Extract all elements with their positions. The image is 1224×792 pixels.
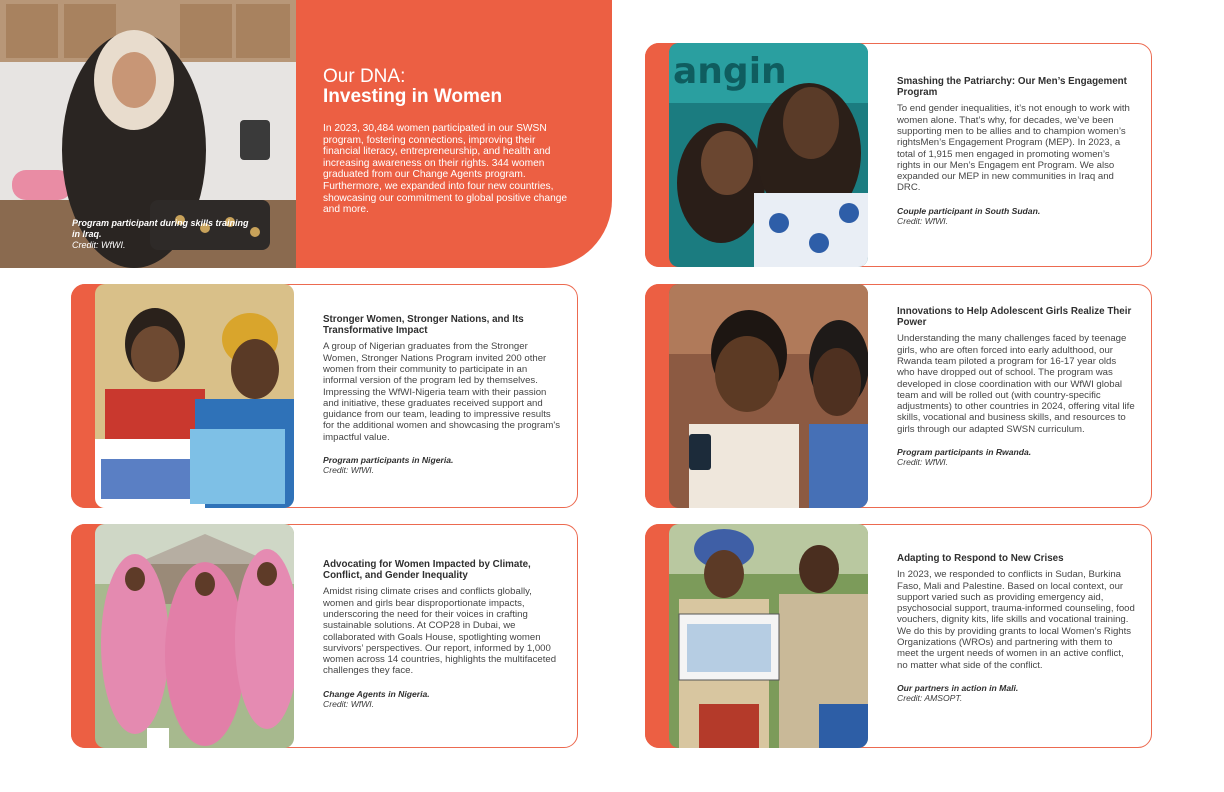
card-caption-text: Change Agents in Nigeria. xyxy=(323,688,430,699)
hero-photo-caption xyxy=(72,218,252,250)
card-caption-text: Our partners in action in Mali. xyxy=(897,682,1019,693)
card-mens-engagement xyxy=(645,43,1152,267)
card-photo xyxy=(669,43,868,267)
card-text xyxy=(323,314,561,476)
card-stronger-women xyxy=(71,284,578,508)
card-body: In 2023, we responded to conflicts in Sudan, Burkina Faso, Mali and Palestine. Based on local context, our support varied such as providing emergency aid, psychosocial support, trauma-informed counseling, food vouchers, dignity kits, life skills and vocational training. We do this by providing grants to local Women’s Rights Organizations (WROs) and partnering with them to meet the urgent needs of women in an active conflict, no matter what side of the conflict. xyxy=(897,569,1135,671)
card-caption xyxy=(897,683,1135,704)
card-caption xyxy=(323,455,561,476)
card-photo xyxy=(95,524,294,748)
card-body: A group of Nigerian graduates from the Stronger Women, Stronger Nations Program invited 200 other women from their community to participate in an informal version of the program led by themselves. Impressing the WfWI-Nigeria team with their passion and initiative, these graduates received support and guidance from our team, leading to impressive results for the additional women and showcasing the program's impactful value. xyxy=(323,341,561,443)
card-caption-text: Couple participant in South Sudan. xyxy=(897,205,1041,216)
card-climate-advocacy xyxy=(71,524,578,748)
card-photo xyxy=(95,284,294,508)
svg-text:angin: angin xyxy=(673,51,787,92)
card-photo xyxy=(669,284,868,508)
card-adolescent-girls xyxy=(645,284,1152,508)
hero-title-line2: Investing in Women xyxy=(323,86,503,107)
card-caption-credit: Credit: WfWI. xyxy=(897,216,949,227)
card-text xyxy=(897,306,1135,468)
card-photo xyxy=(669,524,868,748)
card-caption xyxy=(897,206,1135,227)
card-text xyxy=(323,559,561,710)
card-body: Amidst rising climate crises and conflicts globally, women and girls bear disproportionate impacts, underscoring the need for their voices in crafting sustainable solutions. At COP28 in Dubai, we collaborated with Goals House, spotlighting women survivors’ perspectives. Our report, informed by 1,000 women across 14 countries, highlights the multifaceted challenges they face. xyxy=(323,586,557,677)
card-body: To end gender inequalities, it’s not enough to work with women alone. That’s why, for decades, we’ve been supporting men to be allies and to champion women’s rightsMen’s Engagement Program (MEP). In 2023, a total of 1,915 men engaged in promoting women’s rights in our Men’s Engagem ent Program. We also expanded our MEP in new communities in Iraq and DRC. xyxy=(897,103,1130,194)
card-caption-credit: Credit: WfWI. xyxy=(323,465,375,476)
card-title: Adapting to Respond to New Crises xyxy=(897,553,1064,564)
card-body: Understanding the many challenges faced by teenage girls, who are often forced into early adulthood, our Rwanda team piloted a program for 16-17 year olds who have dropped out of school. The program was developed in close coordination with our WfWI global team and will be rolled out (with country-specific adjustments) to other countries in 2024, offering vital life skills, vocational and business skills, and resources to girls through our adapted SWSN curriculum. xyxy=(897,333,1135,435)
card-text xyxy=(897,553,1135,704)
card-title: Innovations to Help Adolescent Girls Realize Their Power xyxy=(897,306,1132,329)
card-caption-credit: Credit: AMSOPT. xyxy=(897,693,963,704)
hero-body-text: In 2023, 30,484 women participated in our SWSN program, fostering connections, improving their financial literacy, entrepreneurship, and health and increasing awareness on their rights. 344 women graduated from our Change Agents program. Furthermore, we expanded into four new countries, showcasing our commitment to global positive change and more. xyxy=(323,123,568,216)
card-title: Stronger Women, Stronger Nations, and Its Transformative Impact xyxy=(323,314,524,337)
card-new-crises xyxy=(645,524,1152,748)
hero-caption-credit: Credit: WfWI. xyxy=(72,239,126,250)
card-caption-text: Program participants in Rwanda. xyxy=(897,447,1032,458)
card-title: Advocating for Women Impacted by Climate, Conflict, and Gender Inequality xyxy=(323,559,531,582)
card-text xyxy=(897,76,1135,227)
hero-caption-text: Program participant during skills training in Iraq. xyxy=(72,218,249,239)
hero-title-line1: Our DNA: xyxy=(323,66,406,87)
card-caption-credit: Credit: WfWI. xyxy=(323,699,375,710)
card-caption-text: Program participants in Nigeria. xyxy=(323,455,454,466)
card-caption-credit: Credit: WfWI. xyxy=(897,457,949,468)
card-caption xyxy=(323,689,561,710)
card-caption xyxy=(897,447,1135,468)
card-title: Smashing the Patriarchy: Our Men’s Engagement Program xyxy=(897,76,1127,99)
